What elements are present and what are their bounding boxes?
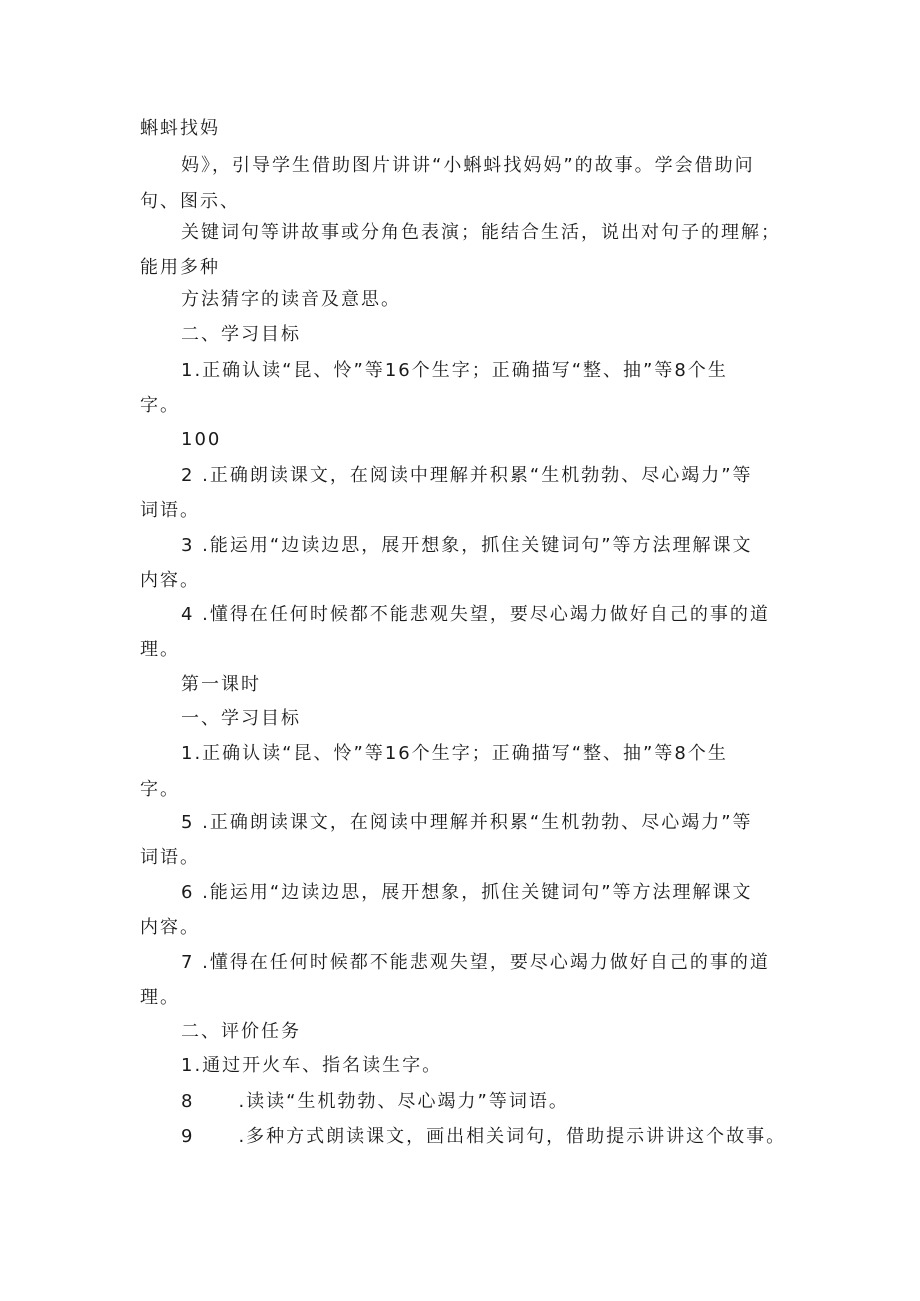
text-line: 4 .懂得在任何时候都不能悲观失望，要尽心竭力做好自己的事的道 [181,604,770,625]
text-line: 关键词句等讲故事或分角色表演；能结合生活，说出对句子的理解； [181,222,781,243]
page-number: 100 [181,429,222,450]
text-line: 3 .能运用“边读边思，展开想象，抓住关键词句”等方法理解课文 [181,535,753,556]
list-item-number: 8 [181,1091,195,1112]
text-line: 理。 [140,987,180,1008]
text-line: 1.正确认读“昆、怜”等16个生字；正确描写“整、抽”等8个生 [181,360,728,381]
text-line: 蝌蚪找妈 [140,118,220,139]
text-line: 词语。 [140,847,200,868]
text-line: 字。 [140,779,180,800]
text-line: 1.正确认读“昆、怜”等16个生字；正确描写“整、抽”等8个生 [181,743,728,764]
text-line: 1.通过开火车、指名读生字。 [181,1055,443,1076]
text-line: 字。 [140,395,180,416]
section-heading: 一、学习目标 [181,708,301,729]
text-line: 句、图示、 [140,191,240,212]
text-line: 方法猜字的读音及意思。 [181,289,401,310]
text-line: 内容。 [140,917,200,938]
text-line: 理。 [140,639,180,660]
list-item-number: 9 [181,1126,195,1147]
list-item [181,1125,786,1149]
text-line: 词语。 [140,500,200,521]
text-line: 妈》，引导学生借助图片讲讲“小蝌蚪找妈妈”的故事。学会借助问 [181,155,755,176]
list-item-text: .多种方式朗读课文，画出相关词句，借助提示讲讲这个故事。 [238,1126,787,1147]
text-line: 5 .正确朗读课文，在阅读中理解并积累“生机勃勃、尽心竭力”等 [181,812,753,833]
text-line: 7 .懂得在任何时候都不能悲观失望，要尽心竭力做好自己的事的道 [181,952,770,973]
list-item-text: .读读“生机勃勃、尽心竭力”等词语。 [238,1091,569,1112]
text-line: 能用多种 [140,257,220,278]
text-line: 内容。 [140,570,200,591]
section-heading: 第一课时 [181,674,261,695]
section-heading: 二、学习目标 [181,324,301,345]
text-line: 2 .正确朗读课文，在阅读中理解并积累“生机勃勃、尽心竭力”等 [181,465,753,486]
section-heading: 二、评价任务 [181,1021,301,1042]
text-line: 6 .能运用“边读边思，展开想象，抓住关键词句”等方法理解课文 [181,882,753,903]
list-item [181,1090,569,1114]
